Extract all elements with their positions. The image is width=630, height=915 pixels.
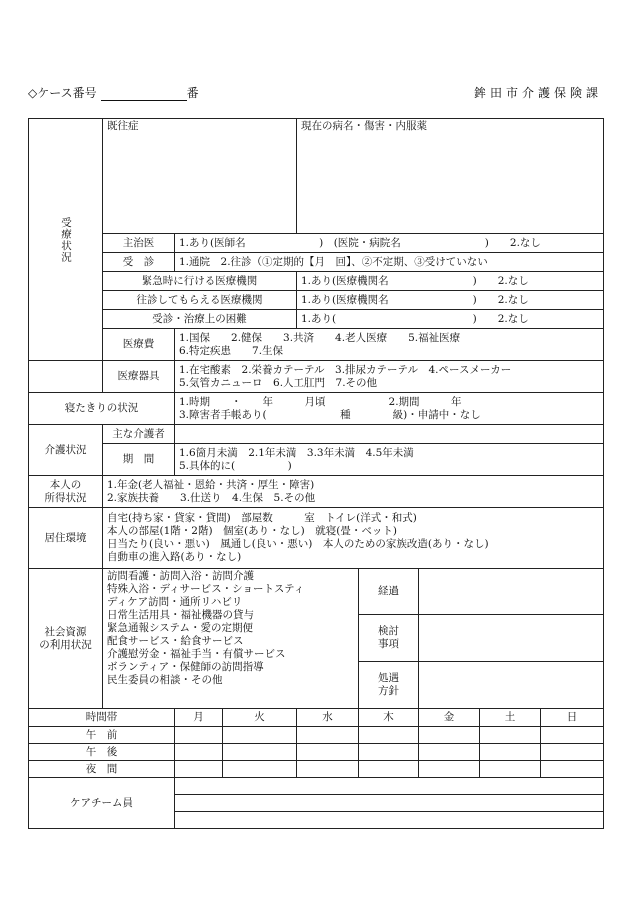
review-label-line: 事項	[378, 638, 399, 650]
care-period-value[interactable]	[175, 444, 604, 476]
schedule-cell[interactable]	[223, 727, 297, 744]
case-suffix: 番	[186, 86, 199, 100]
case-number-label	[28, 84, 199, 101]
main-caregiver-label: 主な介護者	[103, 425, 175, 444]
schedule-cell[interactable]	[419, 761, 480, 778]
medical-fee-value[interactable]	[175, 329, 604, 361]
care-team-label: ケアチーム員	[29, 778, 175, 829]
main-caregiver-value[interactable]	[175, 425, 604, 444]
care-period-line: 5.具体的に( )	[179, 459, 292, 472]
social-resource-item: 特殊入浴・ディサービス・ショートスティ	[107, 583, 305, 595]
social-resource-item: 日常生活用具・福祉機器の貸与	[107, 609, 254, 621]
assessment-form	[28, 118, 604, 829]
medical-fee-line: 1.国保 2.健保 3.共済 4.老人医療 5.福祉医療	[179, 331, 461, 344]
schedule-cell[interactable]	[297, 744, 359, 761]
medical-section-label: 受療状況	[29, 119, 103, 361]
care-team-row[interactable]	[175, 778, 604, 795]
social-resources-label-line: の利用状況	[39, 638, 92, 651]
housing-line: 自宅(持ち家・貸家・貸間) 部屋数 室 トイレ(洋式・和式)	[107, 512, 417, 524]
medical-fee-label: 医療費	[103, 329, 175, 361]
time-slot-header: 時間帯	[29, 709, 175, 727]
housing-line: 本人の部屋(1階・2階) 個室(あり・なし) 就寝(畳・ベット)	[107, 525, 397, 537]
social-resources-label	[29, 569, 103, 709]
office-name: 鉾田市介護保険課	[473, 86, 602, 100]
day-header-thu: 木	[359, 709, 419, 727]
schedule-cell[interactable]	[480, 761, 541, 778]
policy-label-line: 処遇	[378, 672, 399, 684]
time-slot-night: 夜 間	[29, 761, 175, 778]
policy-value[interactable]	[419, 662, 604, 709]
time-slot-afternoon: 午 後	[29, 744, 175, 761]
social-resource-item: 訪問看護・訪問入浴・訪問介護	[107, 570, 254, 582]
day-header-wed: 水	[297, 709, 359, 727]
review-label	[359, 615, 419, 662]
schedule-cell[interactable]	[175, 744, 223, 761]
medical-equipment-line: 1.在宅酸素 2.栄養カテーテル 3.排尿カテーテル 4.ペースメーカー	[179, 363, 512, 376]
income-label-line: 本人の	[49, 478, 82, 491]
current-illness-cell[interactable]	[297, 119, 604, 234]
doctor-value[interactable]: 1.あり(医師名 ) (医院・病院名 ) 2.なし	[175, 234, 604, 253]
medical-equipment-line: 5.気管カニューロ 6.人工肛門 7.その他	[179, 376, 378, 389]
housing-label: 居住環境	[29, 508, 103, 569]
schedule-cell[interactable]	[297, 761, 359, 778]
schedule-cell[interactable]	[359, 744, 419, 761]
social-resources-label-line: 社会資源	[44, 625, 87, 638]
house-call-facility-value[interactable]: 1.あり(医療機関名 ) 2.なし	[297, 291, 604, 310]
income-label-line: 所得状況	[44, 491, 87, 504]
bedridden-value[interactable]	[175, 393, 604, 425]
housing-line: 日当たり(良い・悪い) 風通し(良い・悪い) 本人のための家族改造(あり・なし)	[107, 538, 489, 550]
review-value[interactable]	[419, 615, 604, 662]
policy-label-line: 方針	[378, 685, 399, 697]
schedule-cell[interactable]	[541, 727, 604, 744]
schedule-cell[interactable]	[419, 744, 480, 761]
care-team-row[interactable]	[175, 812, 604, 829]
emergency-facility-value[interactable]: 1.あり(医療機関名 ) 2.なし	[297, 272, 604, 291]
social-resource-item: ボランティア・保健師の訪問指導	[107, 661, 264, 673]
house-call-facility-label: 往診してもらえる医療機関	[103, 291, 297, 310]
schedule-cell[interactable]	[541, 761, 604, 778]
policy-label	[359, 662, 419, 709]
day-header-sat: 土	[480, 709, 541, 727]
care-period-line: 1.6箇月未満 2.1年未満 3.3年未満 4.5年未満	[179, 446, 414, 459]
medical-equipment-value[interactable]	[175, 361, 604, 393]
schedule-cell[interactable]	[223, 744, 297, 761]
medical-history-label: 既往症	[107, 120, 139, 132]
care-team-row[interactable]	[175, 795, 604, 812]
schedule-cell[interactable]	[480, 727, 541, 744]
day-header-tue: 火	[223, 709, 297, 727]
treatment-difficulty-value[interactable]: 1.あり( ) 2.なし	[297, 310, 604, 329]
progress-value[interactable]	[419, 569, 604, 615]
bedridden-line: 3.障害者手帳あり( 種 級)・申請中・なし	[179, 408, 481, 421]
schedule-cell[interactable]	[297, 727, 359, 744]
schedule-cell[interactable]	[175, 761, 223, 778]
housing-line: 自動車の進入路(あり・なし)	[107, 551, 242, 563]
social-resource-item: ディケア訪問・通所リハビリ	[107, 596, 243, 608]
schedule-cell[interactable]	[419, 727, 480, 744]
social-resource-item: 介護慰労金・福祉手当・有償サービス	[107, 648, 286, 660]
current-illness-label: 現在の病名・傷害・内服薬	[301, 120, 427, 132]
income-value[interactable]	[103, 476, 604, 508]
medical-history-cell[interactable]	[103, 119, 297, 234]
review-label-line: 検討	[378, 625, 399, 637]
schedule-cell[interactable]	[175, 727, 223, 744]
income-label	[29, 476, 103, 508]
social-resource-item: 配食サービス・給食サービス	[107, 635, 244, 647]
progress-label	[359, 569, 419, 615]
day-header-fri: 金	[419, 709, 480, 727]
social-resources-list[interactable]	[103, 569, 359, 709]
day-header-sun: 日	[541, 709, 604, 727]
medical-fee-line: 6.特定疾患 7.生保	[179, 344, 284, 357]
schedule-cell[interactable]	[359, 727, 419, 744]
income-line: 1.年金(老人福祉・恩給・共済・厚生・障害)	[107, 478, 315, 491]
care-status-label: 介護状況	[29, 425, 103, 476]
treatment-difficulty-label: 受診・治療上の困難	[103, 310, 297, 329]
bedridden-line: 1.時期 ・ 年 月頃 2.期間 年	[179, 395, 462, 408]
emergency-facility-label: 緊急時に行ける医療機関	[103, 272, 297, 291]
bedridden-label: 寝たきりの状況	[29, 393, 175, 425]
medical-equipment-label: 医療器具	[103, 361, 175, 393]
schedule-cell[interactable]	[541, 744, 604, 761]
schedule-cell[interactable]	[359, 761, 419, 778]
time-slot-morning: 午 前	[29, 727, 175, 744]
progress-label-line: 経過	[378, 585, 399, 597]
case-number-field[interactable]	[101, 88, 187, 101]
case-label-text: ◇ケース番号	[28, 86, 97, 100]
social-resource-item: 民生委員の相談・その他	[107, 674, 223, 686]
medical-section-label-cont	[29, 361, 103, 393]
schedule-cell[interactable]	[480, 744, 541, 761]
housing-value[interactable]	[103, 508, 604, 569]
visit-label: 受 診	[103, 253, 175, 272]
income-line: 2.家族扶養 3.仕送り 4.生保 5.その他	[107, 491, 316, 504]
care-period-label: 期 間	[103, 444, 175, 476]
visit-value[interactable]: 1.通院 2.往診（①定期的【月 回】、②不定期、③受けていない	[175, 253, 604, 272]
schedule-cell[interactable]	[223, 761, 297, 778]
doctor-label: 主治医	[103, 234, 175, 253]
day-header-mon: 月	[175, 709, 223, 727]
social-resource-item: 緊急通報システム・愛の定期便	[107, 622, 253, 634]
